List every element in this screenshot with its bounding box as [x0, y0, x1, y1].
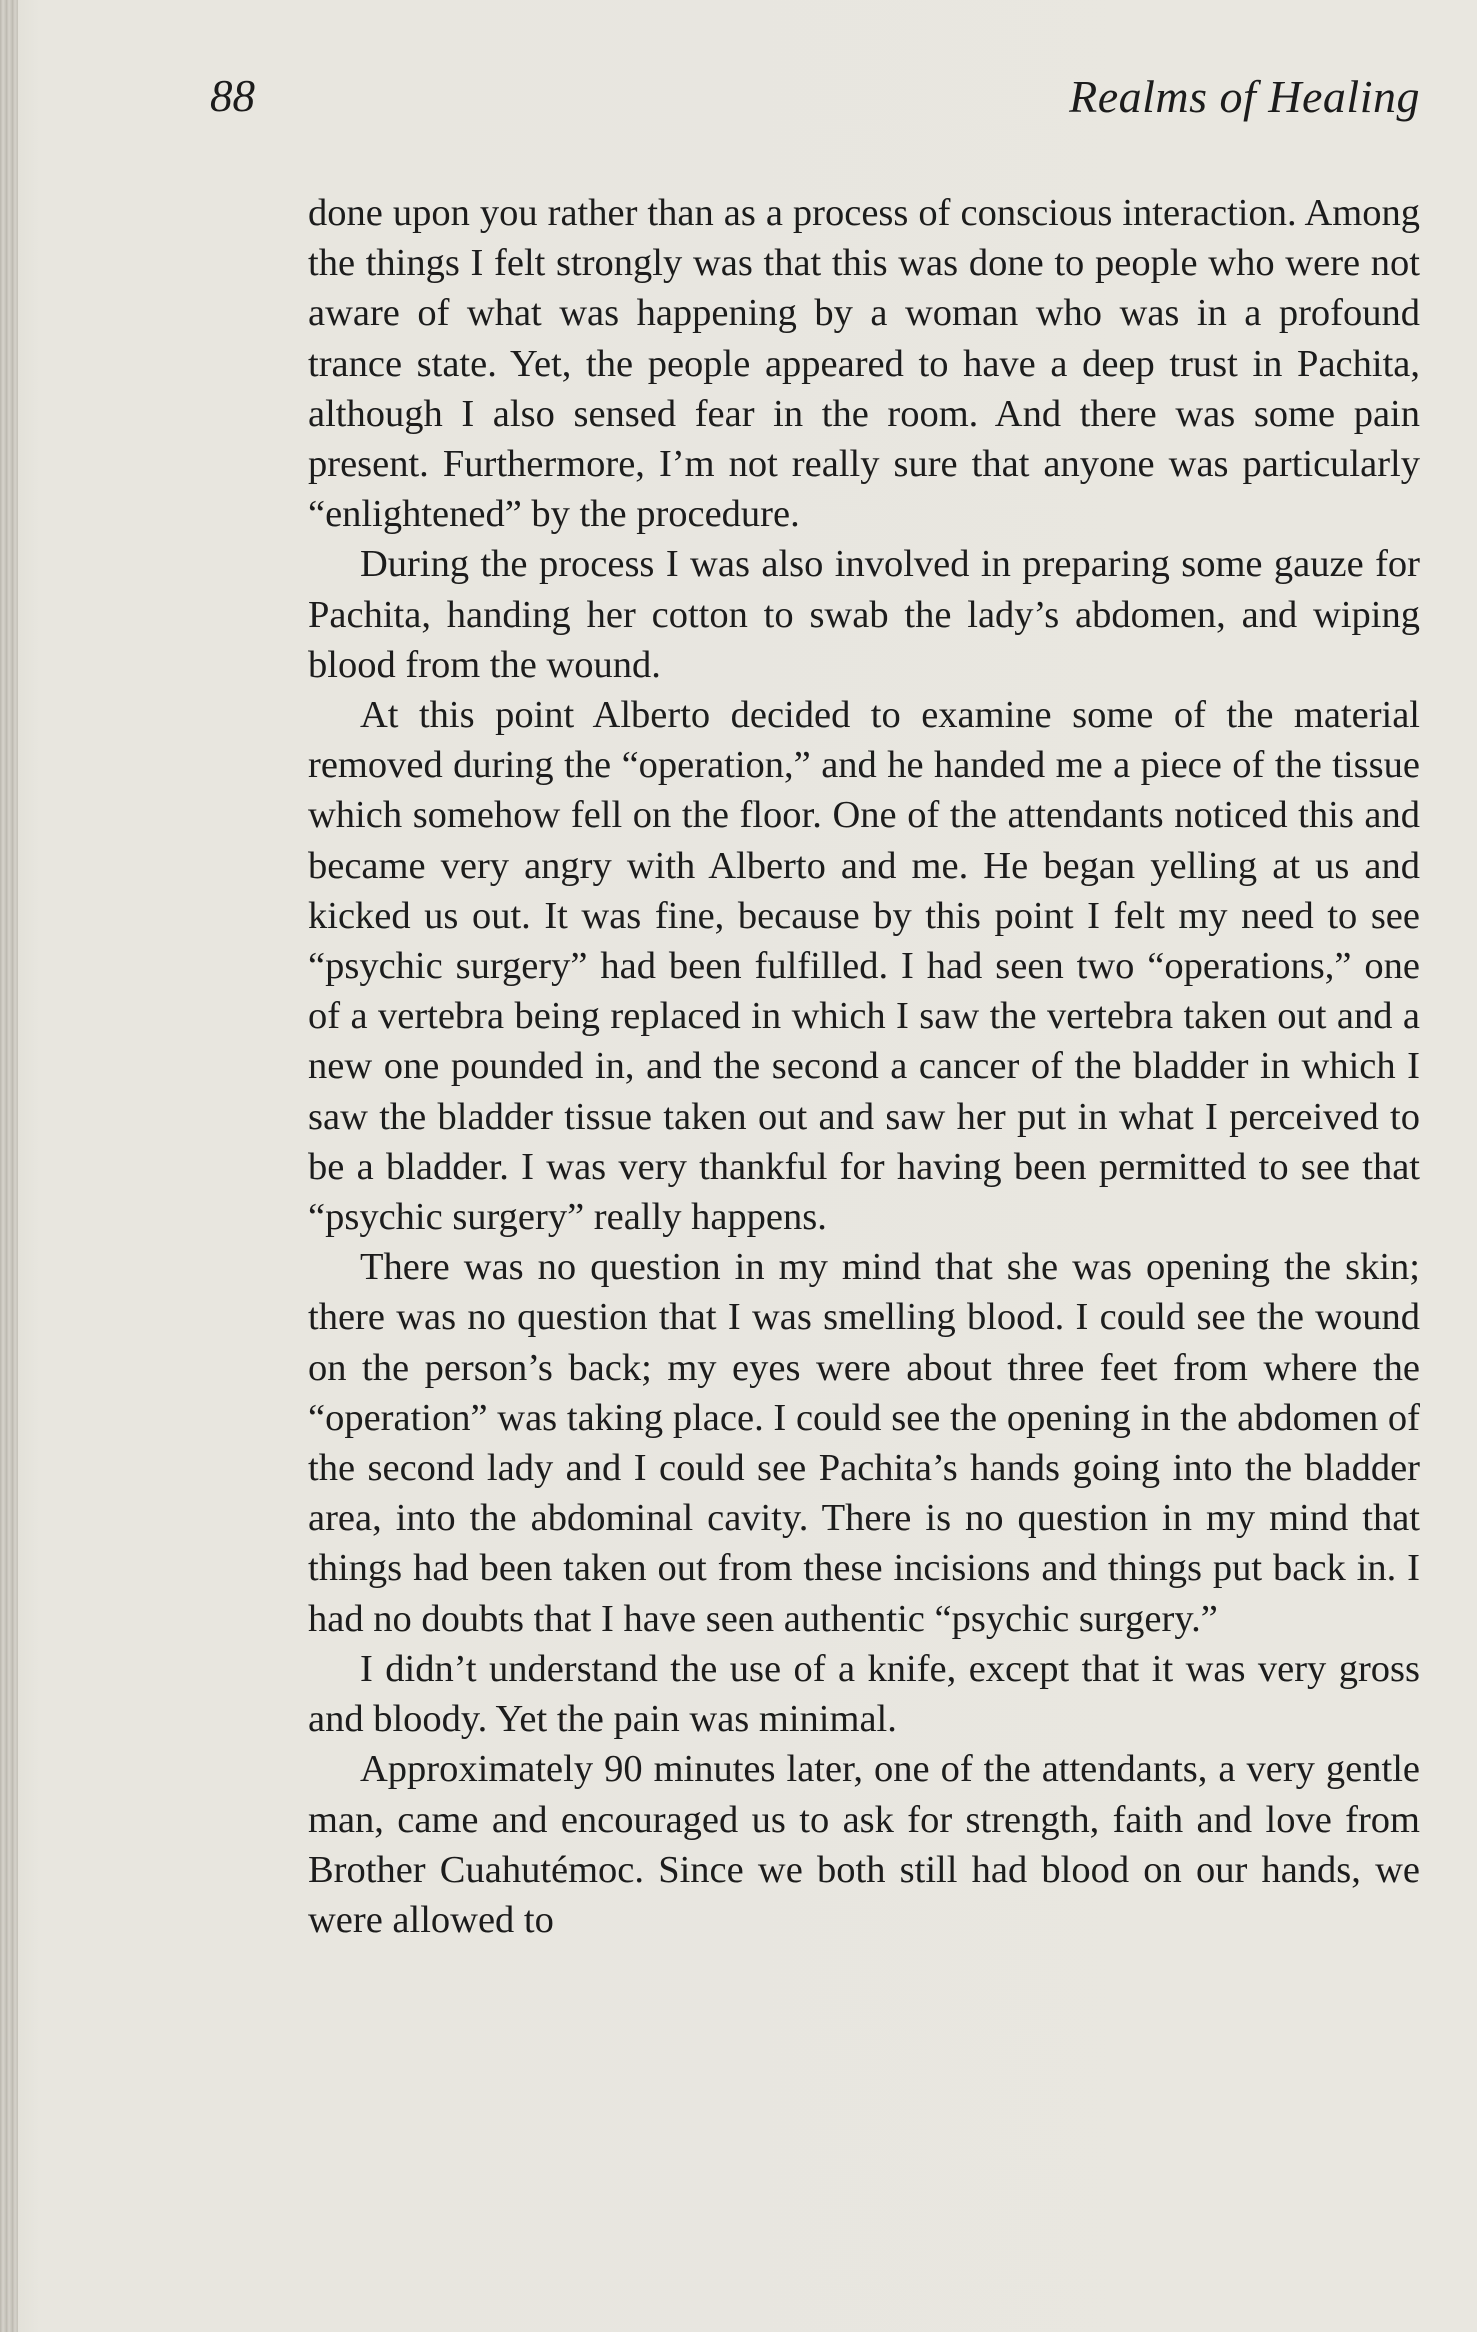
running-head: Realms of Healing [1069, 71, 1420, 122]
page-number: 88 [210, 71, 255, 121]
page-header [210, 70, 1420, 140]
paragraph: During the process I was also involved in preparing some gauze for Pachita, handing her cotton to swab the lady’s abdomen, and wiping blood from the wound. [308, 543, 1420, 686]
book-spine-edge [0, 0, 18, 2332]
paragraph: I didn’t understand the use of a knife, except that it was very gross and bloody. Yet the pain was minimal. [308, 1647, 1420, 1741]
paragraph: At this point Alberto decided to examine some of the material removed during the “operation,” and he handed me a piece of the tissue which somehow fell on the floor. One of the attendants noticed this and became very angry with Alberto and me. He began yelling at us and kicked us out. It was fine, because by this point I felt my need to see “psychic surgery” had been fulfilled. I had seen two “operations,” one of a vertebra being replaced in which I saw the vertebra taken out and a new one pounded in, and the second a cancer of the bladder in which I saw the bladder tissue taken out and saw her put in what I perceived to be a bladder. I was very thankful for having been permitted to see that “psychic surgery” really happens. [308, 694, 1420, 1239]
paragraph: done upon you rather than as a process of conscious interaction. Among the things I felt strongly was that this was done to people who were not aware of what was happening by a woman who was in a profound trance state. Yet, the people appeared to have a deep trust in Pachita, although I also sensed fear in the room. And there was some pain present. Furthermore, I’m not really sure that anyone was particularly “enlightened” by the procedure. [308, 192, 1420, 536]
paragraph: There was no question in my mind that she was opening the skin; there was no question that I was smelling blood. I could see the wound on the person’s back; my eyes were about three feet from where the “operation” was taking place. I could see the opening in the abdomen of the second lady and I could see Pachita’s hands going into the bladder area, into the abdominal cavity. There is no question in my mind that things had been taken out from these incisions and things put back in. I had no doubts that I have seen authentic “psychic surgery.” [308, 1246, 1420, 1640]
body-text [308, 188, 1420, 1945]
paragraph: Approximately 90 minutes later, one of the attendants, a very gentle man, came and encouraged us to ask for strength, faith and love from Brother Cuahutémoc. Since we both still had blood on our hands, we were allowed to [308, 1748, 1420, 1941]
